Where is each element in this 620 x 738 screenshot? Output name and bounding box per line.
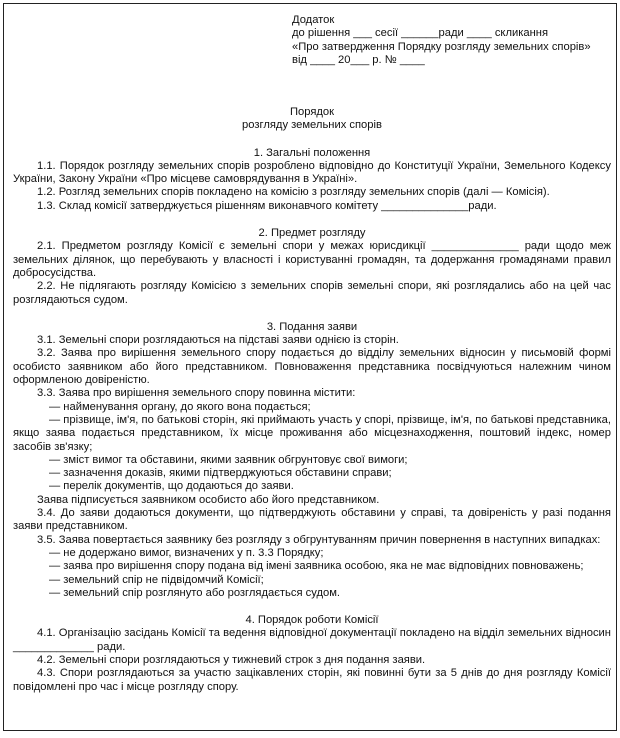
paragraph-1-2: 1.2. Розгляд земельних спорів покладено на комісію з розгляду земельних спорів (далі — Комісія). — [37, 186, 550, 199]
paragraph-3-4: 3.4. До заяви додаються документи, що підтверджують обставини у справі, та довіреність у разі подання заяви представником. — [13, 507, 611, 533]
paragraph-1-1: 1.1. Порядок розгляду земельних спорів розроблено відповідно до Конституції України, Земельного Кодексу України, Закону України «Про місцеве самоврядування в Україні». — [13, 159, 611, 186]
list-item: — не додержано вимог, визначених у п. 3.3 Порядку; — [49, 546, 324, 559]
paragraph-4-1: 4.1. Організацію засідань Комісії та ведення відповідної документації покладено на відділ земельних відносин _____________ ради. — [13, 627, 611, 653]
annex-label: Додаток — [292, 14, 335, 26]
document-body — [13, 106, 611, 694]
document-title: Порядок — [289, 106, 335, 118]
paragraph-3-3: 3.3. Заява про вирішення земельного спору повинна містити: — [37, 387, 356, 400]
annex-date-line: від ____ 20___ р. № ____ — [292, 53, 425, 66]
paragraph-4-2: 4.2. Земельні спори розглядаються у тижневий строк з дня подання заяви. — [37, 653, 426, 666]
section-1-heading: 1. Загальні положення — [253, 146, 371, 159]
list-item: — перелік документів, що додаються до заяви. — [49, 480, 294, 493]
list-item: — земельний спір розглянуто або розглядається судом. — [49, 586, 341, 599]
list-item: — зазначення доказів, якими підтверджуються обставини справи; — [49, 467, 392, 480]
paragraph-2-2: 2.2. Не підлягають розгляду Комісією з земельних спорів земельні спори, які розглядались або на цей час розглядаються судом. — [13, 280, 611, 306]
annex-header — [292, 14, 612, 67]
list-item: — земельний спір не підвідомчий Комісії; — [49, 573, 264, 586]
document-page — [3, 3, 617, 731]
section-2-heading: 2. Предмет розгляду — [258, 227, 366, 240]
section-3-heading: 3. Подання заяви — [266, 320, 358, 333]
list-item: — найменування органу, до якого вона подається; — [49, 400, 311, 413]
paragraph-3-5: 3.5. Заява повертається заявнику без розгляду з обгрунтуванням причин повернення в наступних випадках: — [37, 533, 601, 546]
document-subtitle: розгляду земельних спорів — [242, 119, 382, 132]
list-item: — прізвище, ім'я, по батькові сторін, які приймають участь у спорі, прізвище, ім'я, по батькові представника, якщо заява подається представником, їх місце проживання або місцезнаходження, поштовий індекс, номер засобів зв'язку; — [13, 413, 611, 453]
section-4-heading: 4. Порядок роботи Комісії — [245, 614, 379, 627]
paragraph-4-3: 4.3. Спори розглядаються за участю зацікавлених сторін, які повинні бути за 5 днів до дня розгляду Комісії повідомлені про час і місце розгляду спору. — [13, 667, 611, 693]
list-item: — зміст вимог та обставини, якими заявник обгрунтовує свої вимоги; — [49, 453, 408, 466]
paragraph-2-1: 2.1. Предметом розгляду Комісії є земельні спори у межах юрисдикції ______________ ради щодо меж земельних ділянок, що перебувають у власності і користуванні громадян, та додержання громадянами правил добросусідства. — [13, 240, 611, 279]
paragraph-3-signature: Заява підписується заявником особисто або його представником. — [37, 493, 380, 506]
annex-title-line: «Про затвердження Порядку розгляду земельних спорів» — [292, 40, 591, 53]
paragraph-1-3: 1.3. Склад комісії затверджується рішенням виконавчого комітету ______________ради. — [37, 199, 497, 212]
paragraph-3-2: 3.2. Заява про вирішення земельного спору подається до відділу земельних відносин у письмовій формі особисто заявником або його представником. Повноваження представника посвідчуються належним чином оформленою довіреністю. — [13, 347, 611, 387]
list-item: — заява про вирішення спору подана від імені заявника особою, яка не має відповідних повноважень; — [49, 560, 584, 573]
paragraph-3-1: 3.1. Земельні спори розглядаються на підставі заяви однією із сторін. — [37, 334, 399, 347]
annex-decision-line: до рішення ___ сесії ______ради ____ скликання — [292, 27, 548, 40]
